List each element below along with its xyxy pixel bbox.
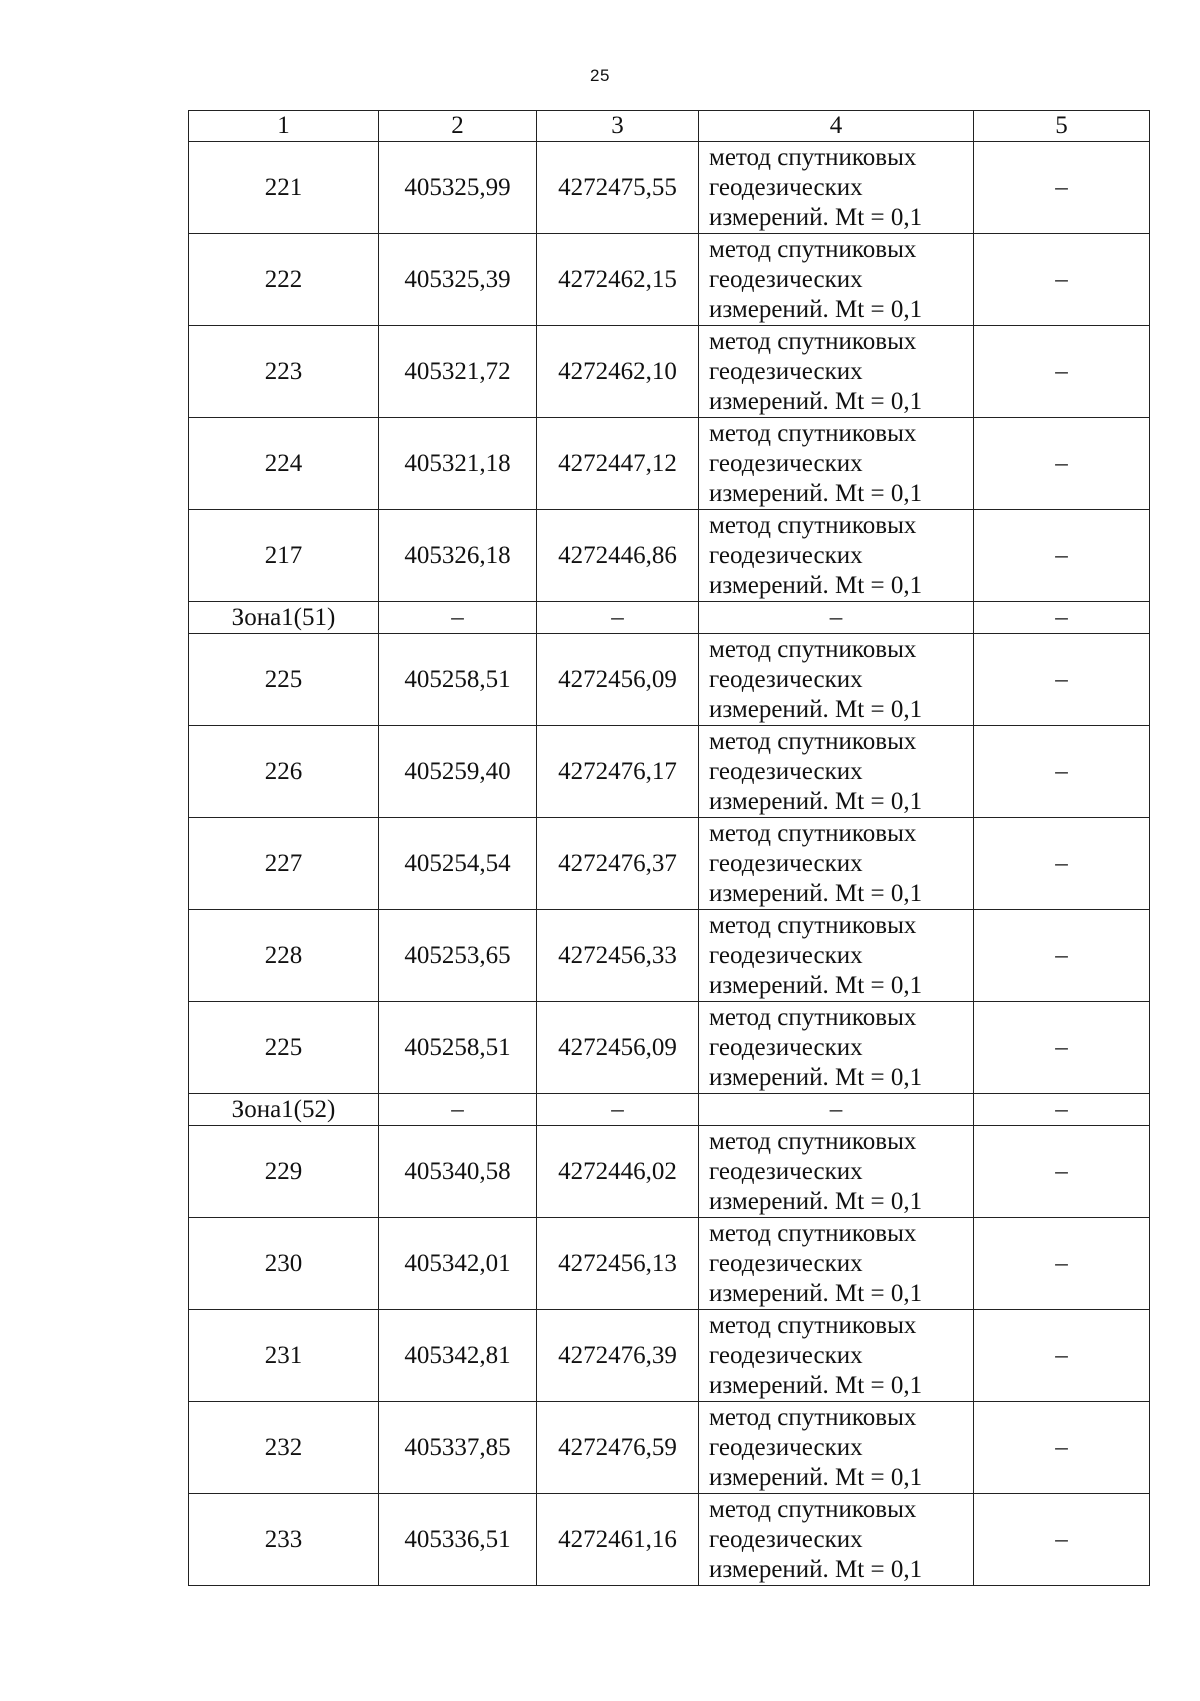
x-coordinate-cell: 405325,39: [379, 234, 537, 326]
method-line: измерений. Mt = 0,1: [709, 787, 923, 815]
table-row: [189, 910, 1150, 1002]
column-header: 5: [974, 111, 1150, 142]
y-coordinate-cell: 4272462,15: [537, 234, 699, 326]
note-cell: –: [974, 234, 1150, 326]
method-cell: –: [699, 1094, 974, 1126]
point-number-cell: 217: [189, 510, 379, 602]
point-number-cell: 227: [189, 818, 379, 910]
method-cell: [699, 1002, 974, 1094]
y-coordinate-cell: 4272446,86: [537, 510, 699, 602]
method-line: геодезических: [709, 541, 863, 569]
y-coordinate-cell: 4272456,09: [537, 1002, 699, 1094]
y-coordinate-cell: 4272456,09: [537, 634, 699, 726]
zone-label: Зона1(52): [189, 1094, 379, 1126]
note-cell: –: [974, 1402, 1150, 1494]
zone-label: Зона1(51): [189, 602, 379, 634]
x-coordinate-cell: 405321,72: [379, 326, 537, 418]
method-line: измерений. Mt = 0,1: [709, 1279, 923, 1307]
method-line: метод спутниковых: [709, 635, 917, 663]
y-coordinate-cell: 4272476,39: [537, 1310, 699, 1402]
table-row: [189, 1126, 1150, 1218]
method-line: измерений. Mt = 0,1: [709, 203, 923, 231]
method-line: геодезических: [709, 357, 863, 385]
x-coordinate-cell: 405254,54: [379, 818, 537, 910]
method-line: измерений. Mt = 0,1: [709, 1555, 923, 1583]
method-line: измерений. Mt = 0,1: [709, 695, 923, 723]
method-line: метод спутниковых: [709, 511, 917, 539]
method-cell: [699, 234, 974, 326]
table-row: [189, 418, 1150, 510]
method-line: метод спутниковых: [709, 1311, 917, 1339]
note-cell: –: [974, 142, 1150, 234]
y-coordinate-cell: 4272446,02: [537, 1126, 699, 1218]
method-line: метод спутниковых: [709, 1127, 917, 1155]
method-line: измерений. Mt = 0,1: [709, 571, 923, 599]
note-cell: –: [974, 726, 1150, 818]
y-coordinate-cell: 4272461,16: [537, 1494, 699, 1586]
table-row: [189, 1002, 1150, 1094]
method-line: метод спутниковых: [709, 819, 917, 847]
method-line: геодезических: [709, 1433, 863, 1461]
method-cell: [699, 1126, 974, 1218]
point-number-cell: 221: [189, 142, 379, 234]
method-line: метод спутниковых: [709, 1003, 917, 1031]
x-coordinate-cell: 405321,18: [379, 418, 537, 510]
table-row: [189, 1494, 1150, 1586]
y-coordinate-cell: –: [537, 602, 699, 634]
table-row: [189, 234, 1150, 326]
zone-row: [189, 1094, 1150, 1126]
point-number-cell: 225: [189, 634, 379, 726]
note-cell: –: [974, 1126, 1150, 1218]
x-coordinate-cell: 405342,81: [379, 1310, 537, 1402]
method-cell: [699, 1218, 974, 1310]
method-cell: –: [699, 602, 974, 634]
method-line: измерений. Mt = 0,1: [709, 1187, 923, 1215]
method-line: геодезических: [709, 1249, 863, 1277]
point-number-cell: 225: [189, 1002, 379, 1094]
method-cell: [699, 510, 974, 602]
table-row: [189, 142, 1150, 234]
point-number-cell: 224: [189, 418, 379, 510]
column-header: 4: [699, 111, 974, 142]
method-line: геодезических: [709, 1033, 863, 1061]
point-number-cell: 233: [189, 1494, 379, 1586]
point-number-cell: 232: [189, 1402, 379, 1494]
method-line: метод спутниковых: [709, 727, 917, 755]
x-coordinate-cell: –: [379, 1094, 537, 1126]
method-line: измерений. Mt = 0,1: [709, 295, 923, 323]
note-cell: –: [974, 1494, 1150, 1586]
method-cell: [699, 726, 974, 818]
method-line: метод спутниковых: [709, 235, 917, 263]
x-coordinate-cell: 405337,85: [379, 1402, 537, 1494]
note-cell: –: [974, 418, 1150, 510]
x-coordinate-cell: 405325,99: [379, 142, 537, 234]
method-line: геодезических: [709, 1341, 863, 1369]
method-line: геодезических: [709, 849, 863, 877]
x-coordinate-cell: 405326,18: [379, 510, 537, 602]
point-number-cell: 226: [189, 726, 379, 818]
x-coordinate-cell: 405259,40: [379, 726, 537, 818]
y-coordinate-cell: 4272475,55: [537, 142, 699, 234]
y-coordinate-cell: 4272447,12: [537, 418, 699, 510]
point-number-cell: 229: [189, 1126, 379, 1218]
method-line: метод спутниковых: [709, 1219, 917, 1247]
x-coordinate-cell: 405340,58: [379, 1126, 537, 1218]
note-cell: –: [974, 634, 1150, 726]
method-cell: [699, 418, 974, 510]
note-cell: –: [974, 1094, 1150, 1126]
method-line: измерений. Mt = 0,1: [709, 971, 923, 999]
point-number-cell: 231: [189, 1310, 379, 1402]
note-cell: –: [974, 1002, 1150, 1094]
page-number: 25: [590, 66, 610, 85]
x-coordinate-cell: 405253,65: [379, 910, 537, 1002]
column-header: 1: [189, 111, 379, 142]
table-row: [189, 634, 1150, 726]
method-cell: [699, 326, 974, 418]
x-coordinate-cell: 405258,51: [379, 634, 537, 726]
method-line: геодезических: [709, 265, 863, 293]
x-coordinate-cell: 405336,51: [379, 1494, 537, 1586]
x-coordinate-cell: 405258,51: [379, 1002, 537, 1094]
note-cell: –: [974, 1310, 1150, 1402]
note-cell: –: [974, 818, 1150, 910]
table-row: [189, 726, 1150, 818]
method-cell: [699, 910, 974, 1002]
method-cell: [699, 1494, 974, 1586]
method-line: измерений. Mt = 0,1: [709, 1063, 923, 1091]
point-number-cell: 228: [189, 910, 379, 1002]
method-line: измерений. Mt = 0,1: [709, 387, 923, 415]
column-header: 3: [537, 111, 699, 142]
method-line: измерений. Mt = 0,1: [709, 479, 923, 507]
method-line: геодезических: [709, 757, 863, 785]
table-row: [189, 1310, 1150, 1402]
method-cell: [699, 1402, 974, 1494]
table-row: [189, 1218, 1150, 1310]
method-line: метод спутниковых: [709, 1403, 917, 1431]
y-coordinate-cell: –: [537, 1094, 699, 1126]
note-cell: –: [974, 1218, 1150, 1310]
note-cell: –: [974, 602, 1150, 634]
point-number-cell: 223: [189, 326, 379, 418]
method-line: геодезических: [709, 1525, 863, 1553]
table-row: [189, 818, 1150, 910]
method-line: метод спутниковых: [709, 1495, 917, 1523]
table-header-row: [189, 111, 1150, 142]
x-coordinate-cell: –: [379, 602, 537, 634]
table-row: [189, 510, 1150, 602]
note-cell: –: [974, 510, 1150, 602]
method-cell: [699, 818, 974, 910]
method-line: метод спутниковых: [709, 419, 917, 447]
method-line: геодезических: [709, 665, 863, 693]
method-line: геодезических: [709, 449, 863, 477]
method-cell: [699, 1310, 974, 1402]
column-header: 2: [379, 111, 537, 142]
method-line: метод спутниковых: [709, 327, 917, 355]
table-body: [189, 142, 1150, 1586]
y-coordinate-cell: 4272462,10: [537, 326, 699, 418]
method-line: геодезических: [709, 941, 863, 969]
y-coordinate-cell: 4272476,59: [537, 1402, 699, 1494]
method-line: геодезических: [709, 1157, 863, 1185]
y-coordinate-cell: 4272456,13: [537, 1218, 699, 1310]
method-cell: [699, 634, 974, 726]
table-row: [189, 326, 1150, 418]
note-cell: –: [974, 910, 1150, 1002]
method-line: метод спутниковых: [709, 911, 917, 939]
method-line: измерений. Mt = 0,1: [709, 879, 923, 907]
point-number-cell: 222: [189, 234, 379, 326]
method-line: геодезических: [709, 173, 863, 201]
method-line: измерений. Mt = 0,1: [709, 1371, 923, 1399]
zone-row: [189, 602, 1150, 634]
y-coordinate-cell: 4272476,37: [537, 818, 699, 910]
method-line: метод спутниковых: [709, 143, 917, 171]
point-number-cell: 230: [189, 1218, 379, 1310]
y-coordinate-cell: 4272456,33: [537, 910, 699, 1002]
x-coordinate-cell: 405342,01: [379, 1218, 537, 1310]
coordinates-table: [188, 110, 1150, 1586]
table-row: [189, 1402, 1150, 1494]
method-line: измерений. Mt = 0,1: [709, 1463, 923, 1491]
note-cell: –: [974, 326, 1150, 418]
y-coordinate-cell: 4272476,17: [537, 726, 699, 818]
method-cell: [699, 142, 974, 234]
